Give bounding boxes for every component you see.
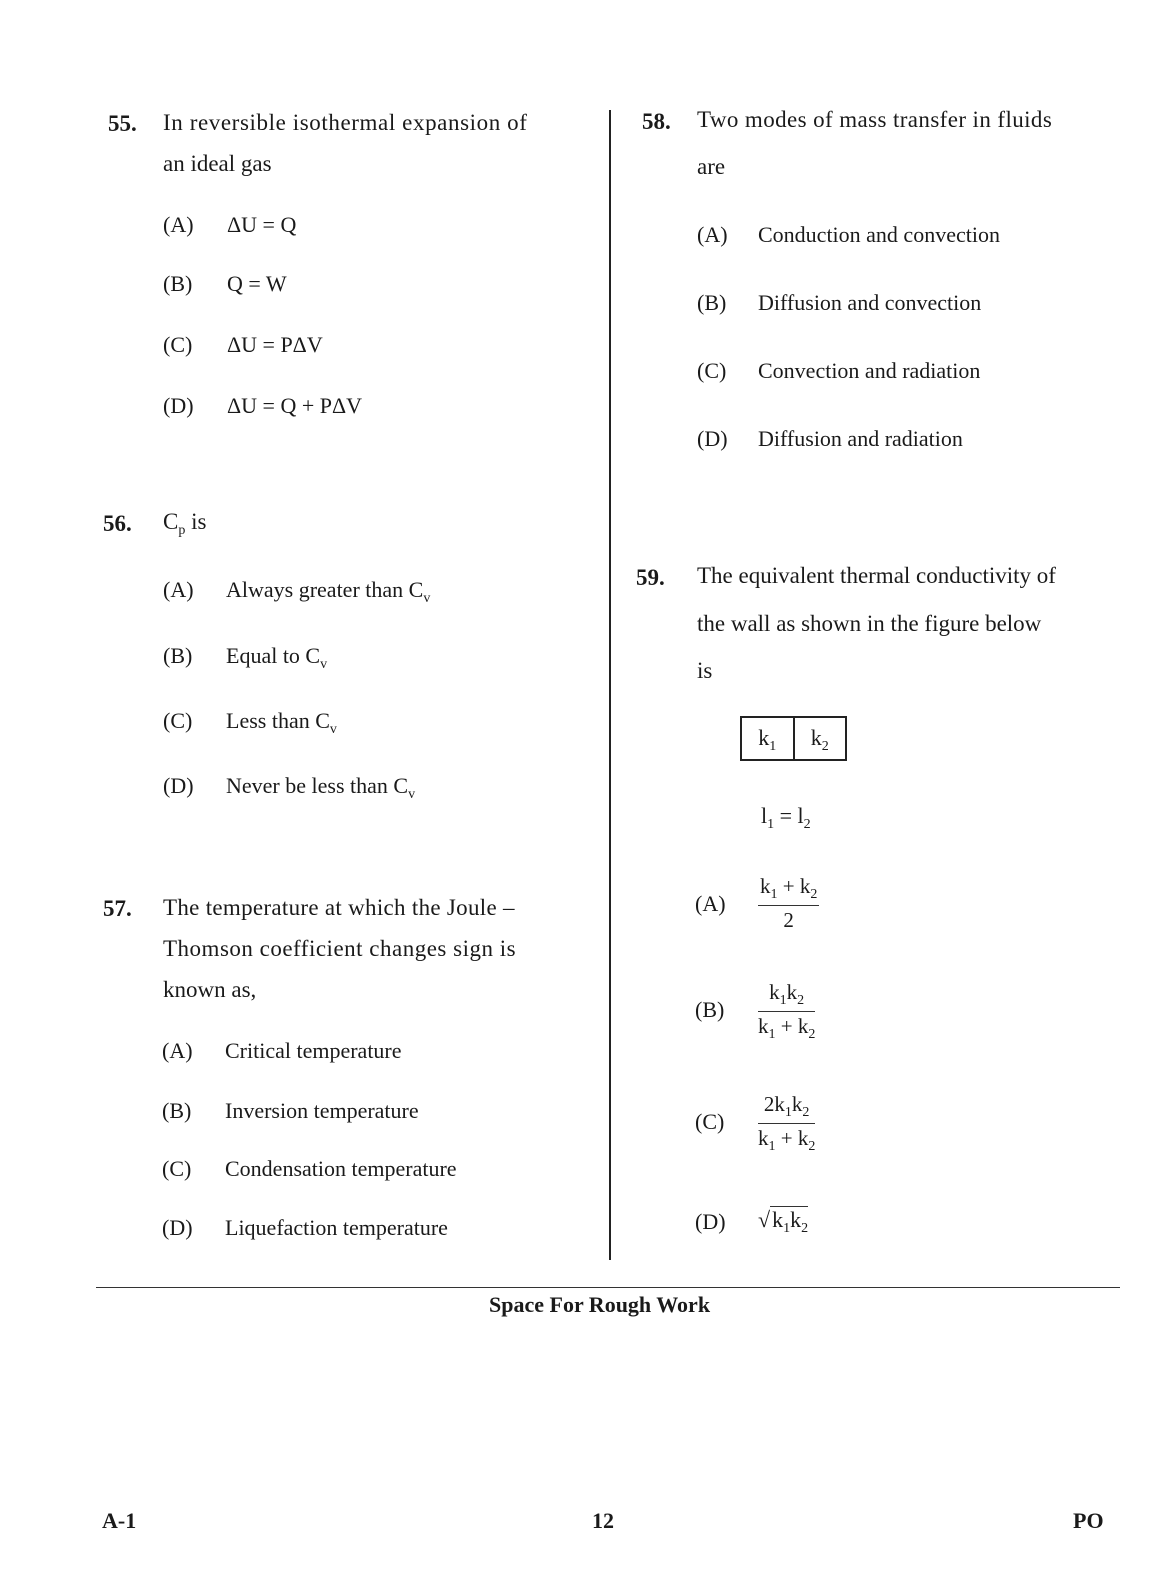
option-letter: (B) [163, 643, 193, 668]
option-letter: (C) [163, 332, 193, 357]
thickness-condition: $l_1 = l_2$ [761, 803, 811, 832]
composite-wall-figure [740, 716, 847, 761]
question-text: the wall as shown in the figure below [697, 611, 1042, 636]
question-text: known as, [163, 977, 257, 1002]
footer-code: A-1 [102, 1508, 137, 1533]
option-text: ΔU = PΔV [227, 332, 323, 357]
option-text: Less than $C_v$ [226, 708, 337, 737]
option-letter: (A) [163, 577, 194, 602]
option-text: Convection and radiation [758, 358, 981, 383]
option-text: ΔU = Q [227, 212, 297, 237]
question-text: Thomson coefficient changes sign is [163, 936, 517, 961]
option-text: Diffusion and radiation [758, 426, 963, 451]
option-letter: (C) [163, 708, 193, 733]
question-text: are [697, 154, 726, 179]
question-number: 58. [642, 109, 671, 134]
option-text: Q = W [227, 271, 287, 296]
layer-k1: $k_1$ [742, 718, 795, 759]
option-a-fraction: $\frac{k_1 + k_2}{2}$ [760, 874, 818, 932]
option-text: Liquefaction temperature [225, 1215, 448, 1240]
question-number: 57. [103, 896, 132, 921]
rough-work-rule [96, 1287, 1120, 1288]
question-text: The temperature at which the Joule – [163, 895, 515, 920]
question-text: The equivalent thermal conductivity of [697, 563, 1056, 588]
option-d-sqrt: $√k_1k_2$ [758, 1207, 809, 1236]
option-text: Equal to $C_v$ [226, 643, 328, 672]
option-text: ΔU = Q + PΔV [227, 393, 363, 418]
option-letter: (A) [162, 1038, 193, 1063]
root-sign: √ [758, 1207, 771, 1232]
option-letter: (A) [697, 222, 728, 247]
question-number: 56. [103, 511, 132, 536]
page-number: 12 [592, 1508, 614, 1533]
option-letter: (D) [697, 426, 728, 451]
question-text: is [697, 658, 713, 683]
option-b-fraction: $\frac{k_1k_2}{k_1 + k_2}$ [758, 980, 816, 1042]
question-text: an ideal gas [163, 151, 272, 176]
option-text: Diffusion and convection [758, 290, 982, 315]
question-number: 55. [108, 111, 137, 136]
option-c-fraction: $\frac{2k_1k_2}{k_1 + k_2}$ [758, 1092, 816, 1154]
rough-work-label: Space For Rough Work [489, 1292, 711, 1317]
option-letter: (D) [163, 773, 194, 798]
option-text: Condensation temperature [225, 1156, 457, 1181]
option-text: Conduction and convection [758, 222, 1000, 247]
option-letter: (B) [697, 290, 727, 315]
question-number: 59. [636, 565, 665, 590]
question-text: In reversible isothermal expansion of [163, 110, 528, 135]
option-text: Inversion temperature [225, 1098, 419, 1123]
option-letter: (D) [162, 1215, 193, 1240]
option-letter: (C) [162, 1156, 192, 1181]
footer-subject: PO [1073, 1508, 1104, 1533]
question-text: Two modes of mass transfer in fluids [697, 107, 1053, 132]
column-divider [609, 110, 611, 1260]
option-letter: (C) [697, 358, 727, 383]
option-letter: (D) [695, 1209, 726, 1234]
option-text: Always greater than $C_v$ [226, 577, 431, 606]
option-letter: (A) [163, 212, 194, 237]
option-letter: (B) [163, 271, 193, 296]
question-text: $C_p$ is [163, 509, 207, 538]
option-letter: (A) [695, 891, 726, 916]
option-text: Critical temperature [225, 1038, 402, 1063]
option-letter: (D) [163, 393, 194, 418]
layer-k2: $k_2$ [810, 725, 829, 754]
option-letter: (B) [695, 997, 725, 1022]
option-letter: (B) [162, 1098, 192, 1123]
option-letter: (C) [695, 1109, 725, 1134]
option-text: Never be less than $C_v$ [226, 773, 416, 802]
